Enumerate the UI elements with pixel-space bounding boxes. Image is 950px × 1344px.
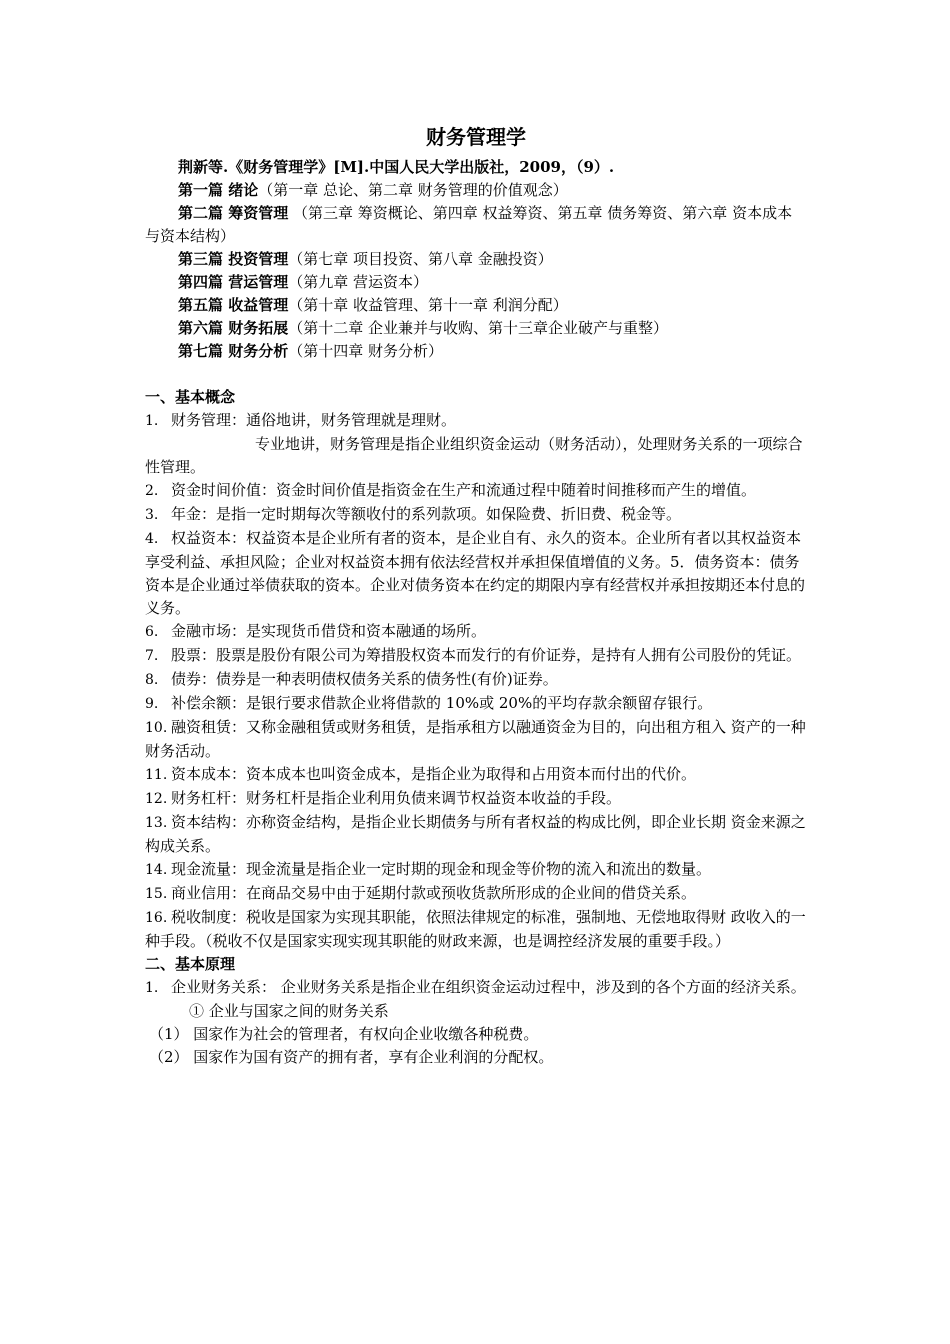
item-text: 资本结构：亦称资金结构，是指企业长期债务与所有者权益的构成比例，即企业长期 资金来源之构成关系。 <box>145 813 806 855</box>
parts-list <box>145 179 807 363</box>
document-page <box>145 122 807 1069</box>
document-title: 财务管理学 <box>426 125 526 149</box>
sub-heading: ① 企业与国家之间的财务关系 <box>189 1002 389 1020</box>
item-text: 融资租赁：又称金融租赁或财务租赁，是指承租方以融通资金为目的，向出租方租入 资产的一种财务活动。 <box>145 718 806 760</box>
list-item <box>145 787 807 811</box>
list-item <box>145 692 807 716</box>
item-text: 金融市场：是实现货币借贷和资本融通的场所。 <box>171 622 487 640</box>
item-text: 税收制度：税收是国家为实现其职能，依照法律规定的标准，强制地、无偿地取得财 政收入的一种手段。（税收不仅是国家实现实现其职能的财政来源，也是调控经济发展的重要手段。） <box>145 908 806 950</box>
item-number: 15. <box>145 886 168 902</box>
part-item <box>145 271 807 294</box>
item-number: 8. <box>145 672 159 688</box>
list-item <box>145 811 807 858</box>
sub-item: （2） 国家作为国有资产的拥有者，享有企业利润的分配权。 <box>149 1048 554 1066</box>
item-number: 13. <box>145 815 168 831</box>
list-item <box>145 644 807 668</box>
list-item <box>145 620 807 644</box>
item-text: 现金流量：现金流量是指企业一定时期的现金和现金等价物的流入和流出的数量。 <box>171 860 712 878</box>
item-text: 专业地讲，财务管理是指企业组织资金运动（财务活动），处理财务关系的一项综合性管理。 <box>145 435 803 476</box>
section-heading-principles: 二、基本原理 <box>145 955 236 973</box>
part-name: 第六篇 财务拓展 <box>178 319 289 337</box>
part-detail: （第七章 项目投资、第八章 金融投资） <box>288 250 553 268</box>
list-item-continuation <box>145 433 807 479</box>
list-item <box>145 882 807 906</box>
part-detail: （第九章 营运资本） <box>288 273 429 291</box>
item-number: 16. <box>145 910 168 926</box>
list-item <box>145 479 807 503</box>
part-name: 第四篇 营运管理 <box>178 273 289 291</box>
item-number: 11. <box>145 767 168 783</box>
reference-line: 荆新等.《财务管理学》[M].中国人民大学出版社，2009，（9）. <box>178 158 615 176</box>
part-name: 第七篇 财务分析 <box>178 342 289 360</box>
list-item <box>145 409 807 433</box>
part-item <box>145 294 807 317</box>
list-item <box>145 716 807 763</box>
item-text: 财务杠杆：财务杠杆是指企业利用负债来调节权益资本收益的手段。 <box>171 789 622 807</box>
part-name: 第一篇 绪论 <box>178 181 259 199</box>
item-number: 9. <box>145 696 159 712</box>
item-text: 商业信用：在商品交易中由于延期付款或预收货款所形成的企业间的借贷关系。 <box>171 884 697 902</box>
item-number: 3. <box>145 507 159 523</box>
item-text: 企业财务关系： 企业财务关系是指企业在组织资金运动过程中，涉及到的各个方面的经济关系。 <box>171 978 806 996</box>
list-item <box>145 858 807 882</box>
part-item <box>145 248 807 271</box>
item-text: 资金时间价值：资金时间价值是指资金在生产和流通过程中随着时间推移而产生的增值。 <box>171 481 757 499</box>
item-number: 2. <box>145 483 159 499</box>
list-item <box>145 763 807 787</box>
part-item <box>145 202 807 248</box>
part-detail: （第一章 总论、第二章 财务管理的价值观念） <box>258 181 568 199</box>
list-item <box>145 503 807 527</box>
item-number: 7. <box>145 648 159 664</box>
section-heading-concepts: 一、基本概念 <box>145 388 236 406</box>
sub-item: （1） 国家作为社会的管理者，有权向企业收缴各种税费。 <box>149 1025 539 1043</box>
list-item <box>145 906 807 953</box>
part-item <box>145 317 807 340</box>
part-name: 第二篇 筹资管理 <box>178 204 289 222</box>
item-text: 资本成本：资本成本也叫资金成本，是指企业为取得和占用资本而付出的代价。 <box>171 765 697 783</box>
item-number: 1. <box>145 413 159 429</box>
item-text: 债券：债券是一种表明债权债务关系的债务性(有价)证券。 <box>171 670 558 688</box>
item-number: 14. <box>145 862 168 878</box>
item-text: 股票：股票是股份有限公司为筹措股权资本而发行的有价证券，是持有人拥有公司股份的凭证。 <box>171 646 802 664</box>
item-number: 1. <box>145 980 159 996</box>
concepts-list <box>145 409 807 953</box>
part-detail: （第十二章 企业兼并与收购、第十三章企业破产与重整） <box>288 319 669 337</box>
principles-list <box>145 976 807 1069</box>
spacer <box>145 363 807 386</box>
part-item <box>145 340 807 363</box>
item-number: 12. <box>145 791 168 807</box>
part-detail: （第十章 收益管理、第十一章 利润分配） <box>288 296 568 314</box>
item-number: 10. <box>145 720 168 736</box>
list-item <box>145 527 807 620</box>
list-item <box>145 668 807 692</box>
item-number: 4. <box>145 531 159 547</box>
item-number: 6. <box>145 624 159 640</box>
part-detail: （第三章 筹资概论、第四章 权益筹资、第五章 债务筹资、第六章 资本成本与资本结构） <box>145 204 793 245</box>
item-text: 补偿余额：是银行要求借款企业将借款的 10%或 20%的平均存款余额留存银行。 <box>171 694 713 712</box>
part-name: 第五篇 收益管理 <box>178 296 289 314</box>
part-detail: （第十四章 财务分析） <box>288 342 444 360</box>
list-item <box>145 976 807 1000</box>
item-text: 财务管理：通俗地讲，财务管理就是理财。 <box>171 411 457 429</box>
item-text: 权益资本：权益资本是企业所有者的资本，是企业自有、永久的资本。企业所有者以其权益资本享受利益、承担风险；企业对权益资本拥有依法经营权并承担保值增值的义务。5．债务资本：债务资本是企业通过举债获取的资本。企业对债务资本在约定的期限内享有经营权并承担按期还本付息的义务。 <box>145 529 806 617</box>
part-item <box>145 179 807 202</box>
item-text: 年金：是指一定时期每次等额收付的系列款项。如保险费、折旧费、税金等。 <box>171 505 682 523</box>
part-name: 第三篇 投资管理 <box>178 250 289 268</box>
